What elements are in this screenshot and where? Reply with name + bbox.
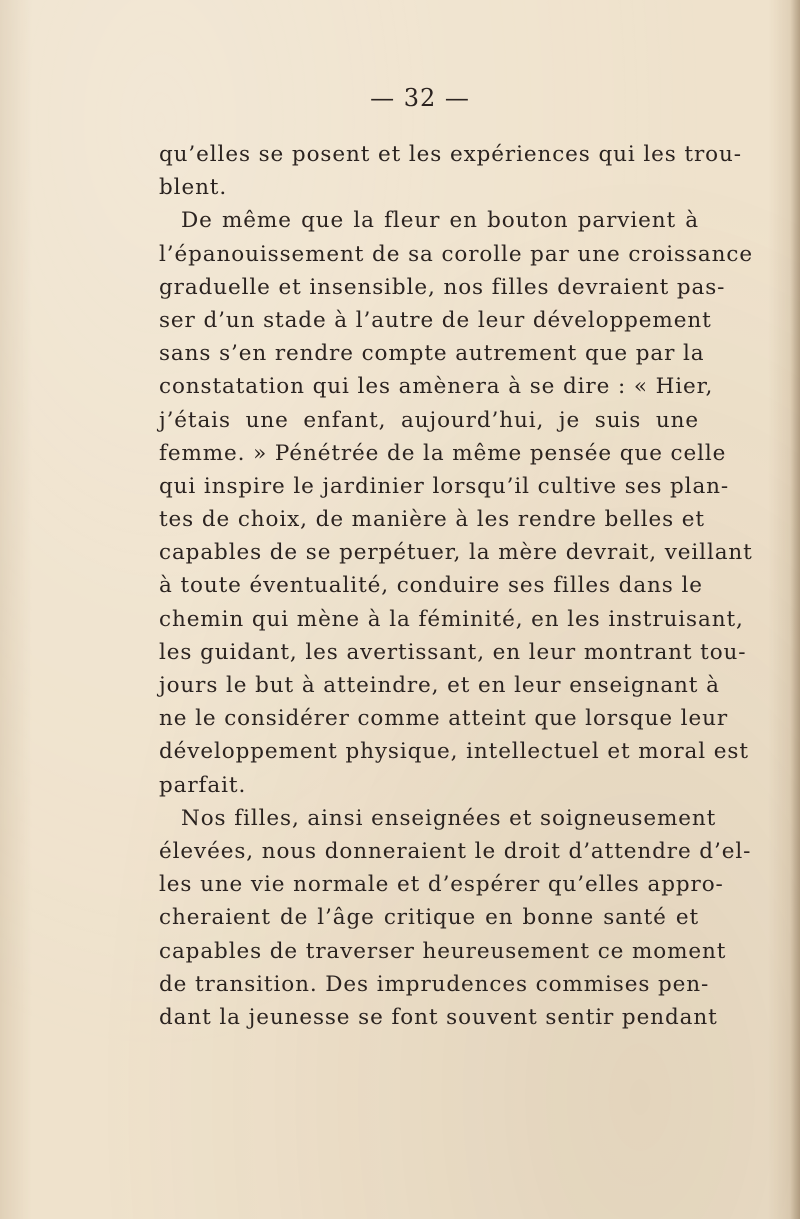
text-line: graduelle et insensible, nos filles devraient pas- — [159, 274, 726, 300]
text-line: blent. — [159, 175, 228, 201]
text-line: De même que la fleur en bouton parvient à — [181, 208, 699, 234]
text-line: parfait. — [159, 772, 247, 798]
text-line: j’étais une enfant, aujourd’hui, je suis une — [159, 407, 699, 433]
text-line: capables de traverser heureusement ce moment — [159, 938, 727, 964]
text-line: ne le considérer comme atteint que lorsque leur — [159, 706, 729, 732]
body-text — [159, 138, 753, 1034]
text-line: ser d’un stade à l’autre de leur développement — [159, 307, 712, 333]
text-line: qu’elles se posent et les expériences qui les trou- — [159, 142, 742, 167]
text-line: cheraient de l’âge critique en bonne santé et — [159, 905, 699, 931]
text-line: jours le but à atteindre, et en leur enseignant à — [159, 673, 720, 698]
text-line: de transition. Des imprudences commises pen- — [159, 971, 710, 997]
text-line: l’épanouissement de sa corolle par une croissance — [159, 241, 753, 267]
text-line: qui inspire le jardinier lorsqu’il cultive ses plan- — [159, 473, 730, 499]
text-line: développement physique, intellectuel et moral est — [159, 739, 749, 765]
text-line: chemin qui mène à la féminité, en les instruisant, — [159, 606, 744, 632]
text-line: Nos filles, ainsi enseignées et soigneusement — [181, 805, 717, 831]
text-line: capables de se perpétuer, la mère devrait, veillant — [159, 540, 753, 566]
text-line: constatation qui les amènera à se dire : « Hier, — [159, 374, 714, 400]
text-line: sans s’en rendre compte autrement que par la — [159, 341, 705, 367]
text-line: femme. » Pénétrée de la même pensée que celle — [159, 440, 727, 466]
text-line: dant la jeunesse se font souvent sentir pendant — [159, 1004, 718, 1030]
text-line: tes de choix, de manière à les rendre belles et — [159, 507, 705, 533]
page-edge-shadow — [790, 0, 800, 1219]
page-number: — 32 — — [370, 84, 470, 112]
text-line: à toute éventualité, conduire ses filles dans le — [159, 573, 703, 599]
text-line: les guidant, les avertissant, en leur montrant tou- — [159, 639, 747, 665]
text-line: élevées, nous donneraient le droit d’attendre d’el- — [159, 838, 752, 864]
text-line: les une vie normale et d’espérer qu’elles appro- — [159, 872, 724, 898]
